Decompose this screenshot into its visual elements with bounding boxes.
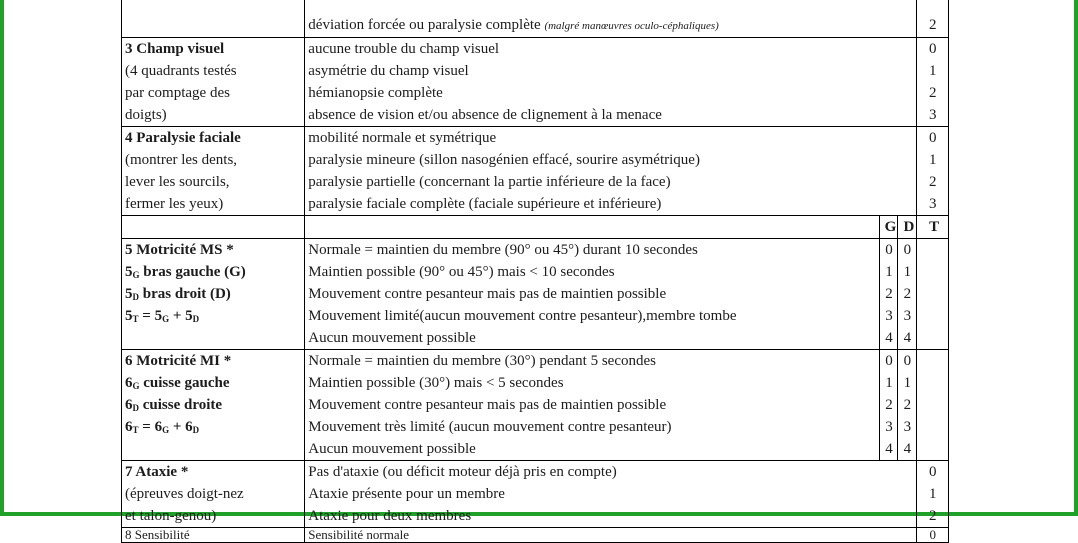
visual-field-options	[305, 38, 917, 127]
option-text: Aucun mouvement possible	[308, 330, 476, 346]
table-row	[122, 127, 949, 216]
option-score: 0	[928, 41, 937, 57]
option-text: Maintien possible (90° ou 45°) mais < 10 secondes	[308, 264, 615, 280]
ataxia-criterion	[122, 461, 305, 528]
header-empty	[305, 216, 880, 239]
visual-field-sub: par comptage des	[125, 85, 230, 101]
table-header-row	[122, 216, 949, 239]
option-text: paralysie partielle (concernant la partie inférieure de la face)	[308, 174, 671, 190]
ataxia-options	[305, 461, 917, 528]
motor-mi-options	[305, 350, 880, 461]
motor-ms-sub: $5_G$ bras gauche (G)	[125, 264, 246, 280]
motor-mi-formula: $6_T = 6_G + 6_D$	[125, 419, 200, 435]
option-text: aucune trouble du champ visuel	[308, 41, 500, 57]
table-row	[122, 350, 949, 461]
option-text: Mouvement limité(aucun mouvement contre pesanteur),membre tombe	[308, 308, 737, 324]
header-empty	[122, 216, 305, 239]
motor-ms-sub: $5_D$ bras droit (D)	[125, 286, 231, 302]
option-text: hémianopsie complète	[308, 85, 443, 101]
motor-mi-total	[917, 350, 949, 461]
visual-field-scores	[917, 38, 949, 127]
table-row	[122, 528, 949, 543]
table-row	[122, 38, 949, 127]
option-text: Normale = maintien du membre (90° ou 45°) durant 10 secondes	[308, 242, 698, 258]
visual-field-sub: (4 quadrants testés	[125, 63, 237, 79]
option-score: 2	[928, 85, 937, 101]
motor-mi-criterion	[122, 350, 305, 461]
sensitivity-criterion: 8 Sensibilité	[122, 528, 305, 543]
motor-mi-sub: $6_G$ cuisse gauche	[125, 375, 230, 391]
gaze-note: (malgré manœuvres oculo-céphaliques)	[544, 20, 719, 32]
facial-scores	[917, 127, 949, 216]
motor-mi-g-scores: 0 1 2 3 4	[880, 350, 898, 461]
option-text: Mouvement contre pesanteur mais pas de maintien possible	[308, 286, 667, 302]
visual-field-criterion	[122, 38, 305, 127]
table-row	[122, 239, 949, 350]
motor-mi-d-scores: 0 1 2 3 4	[898, 350, 917, 461]
motor-ms-title: 5 Motricité MS *	[125, 242, 234, 258]
gaze-criterion-cell	[122, 0, 305, 38]
motor-ms-options	[305, 239, 880, 350]
option-text: mobilité normale et symétrique	[308, 130, 497, 146]
motor-ms-total	[917, 239, 949, 350]
sensitivity-score: 0	[917, 528, 949, 543]
option-text: asymétrie du champ visuel	[308, 63, 469, 79]
header-t: T	[917, 216, 949, 239]
option-score: 1	[928, 152, 937, 168]
visual-field-sub: doigts)	[125, 107, 167, 123]
header-g: G	[880, 216, 898, 239]
header-d: D	[898, 216, 917, 239]
option-text: Ataxie présente pour un membre	[308, 486, 505, 502]
table-row	[122, 0, 949, 38]
motor-mi-title: 6 Motricité MI *	[125, 353, 232, 369]
option-text: paralysie faciale complète (faciale supérieure et inférieure)	[308, 196, 662, 212]
option-text: paralysie mineure (sillon nasogénien effacé, sourire asymétrique)	[308, 152, 700, 168]
option-score: 3	[928, 196, 937, 212]
facial-criterion	[122, 127, 305, 216]
nihss-table	[121, 0, 949, 543]
gaze-text: déviation forcée ou paralysie complète	[308, 17, 541, 33]
gaze-description-cell	[305, 0, 917, 38]
gaze-score-cell	[917, 0, 949, 38]
option-text: Mouvement contre pesanteur mais pas de maintien possible	[308, 397, 667, 413]
option-score: 3	[928, 107, 937, 123]
motor-ms-formula: $5_T = 5_G + 5_D$	[125, 308, 200, 324]
visual-field-title: 3 Champ visuel	[125, 41, 225, 57]
ataxia-sub: (épreuves doigt-nez	[125, 486, 244, 502]
facial-sub: lever les sourcils,	[125, 174, 230, 190]
option-score: 1	[928, 63, 937, 79]
option-text: absence de vision et/ou absence de clignement à la menace	[308, 107, 662, 123]
motor-ms-d-scores: 0 1 2 3 4	[898, 239, 917, 350]
option-text: Mouvement très limité (aucun mouvement contre pesanteur)	[308, 419, 672, 435]
option-text: Pas d'ataxie (ou déficit moteur déjà pris en compte)	[308, 464, 617, 480]
motor-ms-criterion	[122, 239, 305, 350]
facial-options	[305, 127, 917, 216]
option-score: 2	[928, 174, 937, 190]
option-text: Normale = maintien du membre (30°) pendant 5 secondes	[308, 353, 656, 369]
motor-mi-sub: $6_D$ cuisse droite	[125, 397, 223, 413]
motor-ms-g-scores: 0 1 2 3 4	[880, 239, 898, 350]
ataxia-title: 7 Ataxie *	[125, 464, 189, 480]
option-text: Aucun mouvement possible	[308, 441, 476, 457]
facial-sub: fermer les yeux)	[125, 196, 224, 212]
ataxia-scores: 0 1 2	[917, 461, 949, 528]
facial-sub: (montrer les dents,	[125, 152, 238, 168]
sensitivity-option: Sensibilité normale	[305, 528, 917, 543]
gaze-score: 2	[928, 17, 937, 33]
option-score: 0	[928, 130, 937, 146]
option-text: Ataxie pour deux membres	[308, 508, 472, 524]
table-row	[122, 461, 949, 528]
option-text: Maintien possible (30°) mais < 5 secondes	[308, 375, 564, 391]
ataxia-sub: et talon-genou)	[125, 508, 217, 524]
facial-title: 4 Paralysie faciale	[125, 130, 241, 146]
